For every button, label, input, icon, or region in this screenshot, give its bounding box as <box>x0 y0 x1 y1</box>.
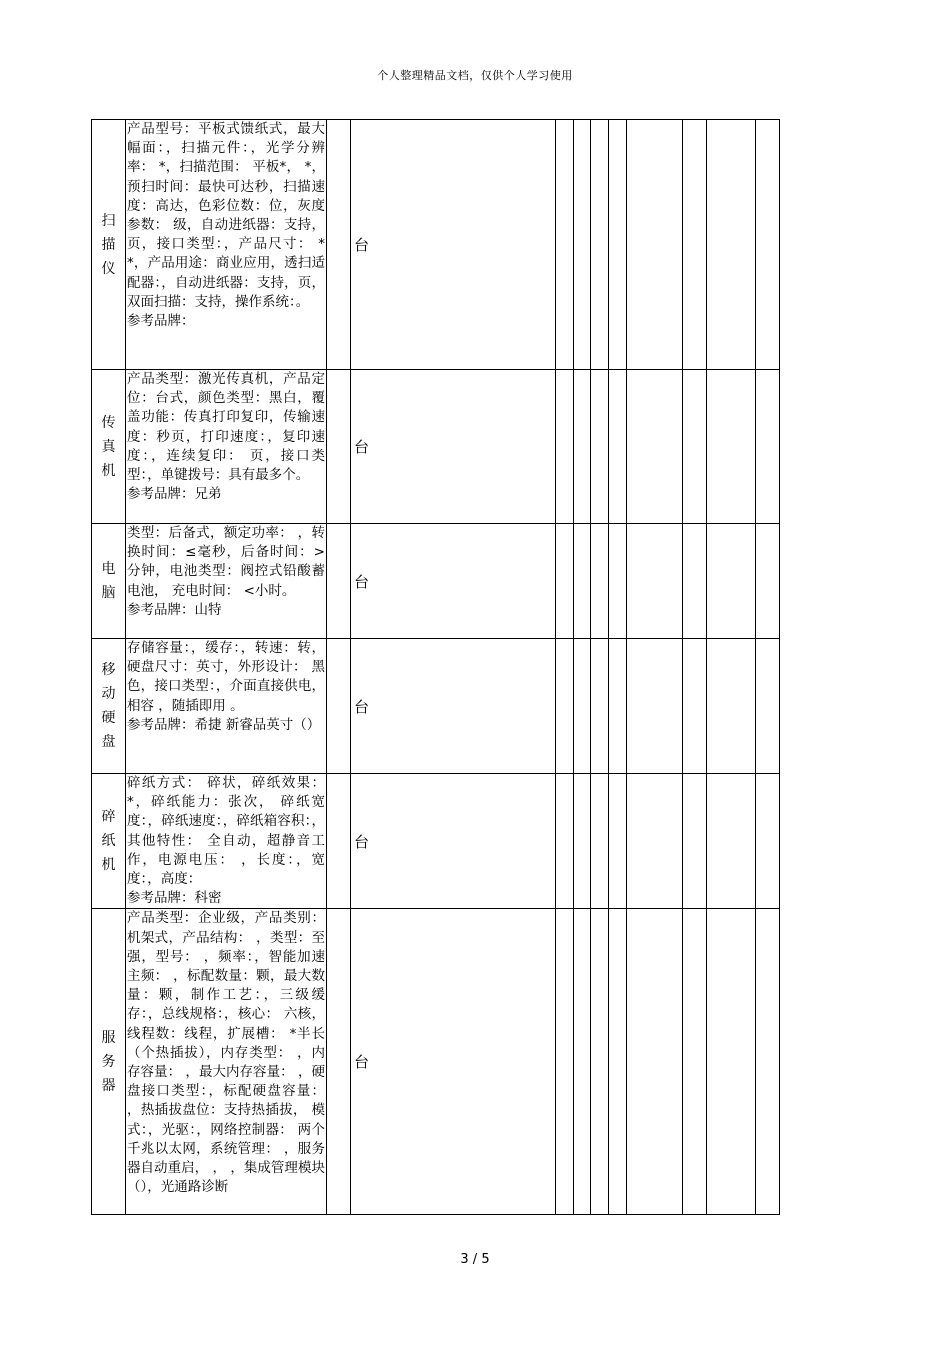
category-cell <box>92 370 126 524</box>
empty-cell <box>574 370 591 524</box>
empty-cell <box>683 909 707 1215</box>
spec-description: 产品型号：平板式馈纸式，最大幅面：，扫描元件：，光学分辨率： *，扫描范围： 平板*， *，预扫时间：最快可达秒，扫描速度：高达，色彩位数：位，灰度参数： 级，自动进纸器：支持，页，接口类型：，产品尺寸： **，产品用途：商业应用，透扫适配器：，自动进纸器：支持，页，双面扫描：支持，操作系统：。 参考品牌： <box>126 120 327 370</box>
empty-cell <box>556 524 574 639</box>
empty-cell <box>609 909 627 1215</box>
empty-cell <box>756 524 780 639</box>
blank-cell <box>327 370 351 524</box>
table-row <box>92 524 780 639</box>
empty-cell <box>556 639 574 774</box>
empty-cell <box>609 370 627 524</box>
category-label: 服务器 <box>101 1029 116 1094</box>
empty-cell <box>683 524 707 639</box>
empty-cell <box>591 120 609 370</box>
empty-cell <box>627 524 683 639</box>
empty-cell <box>627 639 683 774</box>
category-cell <box>92 639 126 774</box>
table-row <box>92 909 780 1215</box>
empty-cell <box>609 524 627 639</box>
category-label: 扫描仪 <box>101 212 116 277</box>
unit-cell: 台 <box>351 120 556 370</box>
table-row <box>92 370 780 524</box>
empty-cell <box>574 639 591 774</box>
empty-cell <box>591 639 609 774</box>
empty-cell <box>707 774 756 909</box>
spec-description: 碎纸方式： 碎状，碎纸效果：*，碎纸能力：张次， 碎纸宽度：，碎纸速度：，碎纸箱容积：，其他特性： 全自动，超静音工作，电源电压： ，长度：，宽度：，高度： 参考品牌：科密 <box>126 774 327 909</box>
empty-cell <box>609 120 627 370</box>
category-label: 电脑 <box>101 561 116 601</box>
empty-cell <box>707 639 756 774</box>
category-label: 传真机 <box>101 414 116 479</box>
empty-cell <box>627 370 683 524</box>
empty-cell <box>683 370 707 524</box>
unit-cell: 台 <box>351 909 556 1215</box>
category-cell <box>92 524 126 639</box>
empty-cell <box>574 524 591 639</box>
empty-cell <box>556 774 574 909</box>
empty-cell <box>683 120 707 370</box>
empty-cell <box>627 120 683 370</box>
category-label: 碎纸机 <box>101 809 116 874</box>
category-label: 移动硬盘 <box>101 662 116 750</box>
blank-cell <box>327 120 351 370</box>
unit-cell: 台 <box>351 524 556 639</box>
category-cell <box>92 120 126 370</box>
empty-cell <box>591 774 609 909</box>
empty-cell <box>627 909 683 1215</box>
table-row <box>92 639 780 774</box>
category-cell <box>92 909 126 1215</box>
empty-cell <box>591 909 609 1215</box>
empty-cell <box>683 639 707 774</box>
blank-cell <box>327 639 351 774</box>
blank-cell <box>327 524 351 639</box>
empty-cell <box>756 370 780 524</box>
table-row <box>92 120 780 370</box>
empty-cell <box>591 524 609 639</box>
page-header: 个人整理精品文档，仅供个人学习使用 <box>377 69 573 82</box>
empty-cell <box>556 120 574 370</box>
unit-cell: 台 <box>351 774 556 909</box>
equipment-spec-table <box>91 119 780 1215</box>
spec-description: 类型：后备式，额定功率： ，转换时间：≤毫秒，后备时间：>分钟，电池类型：阀控式铅酸蓄电池， 充电时间： <小时。 参考品牌：山特 <box>126 524 327 639</box>
empty-cell <box>556 370 574 524</box>
empty-cell <box>556 909 574 1215</box>
empty-cell <box>683 774 707 909</box>
empty-cell <box>756 774 780 909</box>
empty-cell <box>574 909 591 1215</box>
unit-cell: 台 <box>351 370 556 524</box>
empty-cell <box>707 524 756 639</box>
empty-cell <box>591 370 609 524</box>
empty-cell <box>574 120 591 370</box>
empty-cell <box>756 909 780 1215</box>
page-number: 3 / 5 <box>460 1252 490 1267</box>
empty-cell <box>707 370 756 524</box>
blank-cell <box>327 774 351 909</box>
empty-cell <box>609 774 627 909</box>
empty-cell <box>707 120 756 370</box>
empty-cell <box>707 909 756 1215</box>
empty-cell <box>756 639 780 774</box>
empty-cell <box>756 120 780 370</box>
empty-cell <box>627 774 683 909</box>
empty-cell <box>574 774 591 909</box>
blank-cell <box>327 909 351 1215</box>
table-row <box>92 774 780 909</box>
spec-description: 存储容量：，缓存：，转速：转，硬盘尺寸：英寸，外形设计： 黑色，接口类型：，介面直接供电， 相容 ，随插即用 。 参考品牌：希捷 新睿品英寸（） <box>126 639 327 774</box>
spec-description: 产品类型：企业级，产品类别：机架式，产品结构： ，类型：至强，型号： ，频率：，智能加速主频： ，标配数量：颗，最大数量：颗，制作工艺：，三级缓存：，总线规格：，核心： 六核，线程数：线程，扩展槽： *半长（个热插拔），内存类型： ，内存容量： ，最大内存容量： ，硬盘接口类型：，标配硬盘容量： ，热插拔盘位：支持热插拔， 模式：，光驱：，网络控制器： 两个千兆以太网，系统管理： ，服务器自动重启， ， ，集成管理模块 （），光通路诊断 <box>126 909 327 1215</box>
empty-cell <box>609 639 627 774</box>
unit-cell: 台 <box>351 639 556 774</box>
spec-description: 产品类型：激光传真机，产品定位：台式，颜色类型：黑白，覆盖功能：传真打印复印，传输速度：秒页，打印速度：，复印速度：，连续复印： 页，接口类型：，单键拨号：具有最多个。 参考品牌：兄弟 <box>126 370 327 524</box>
category-cell <box>92 774 126 909</box>
